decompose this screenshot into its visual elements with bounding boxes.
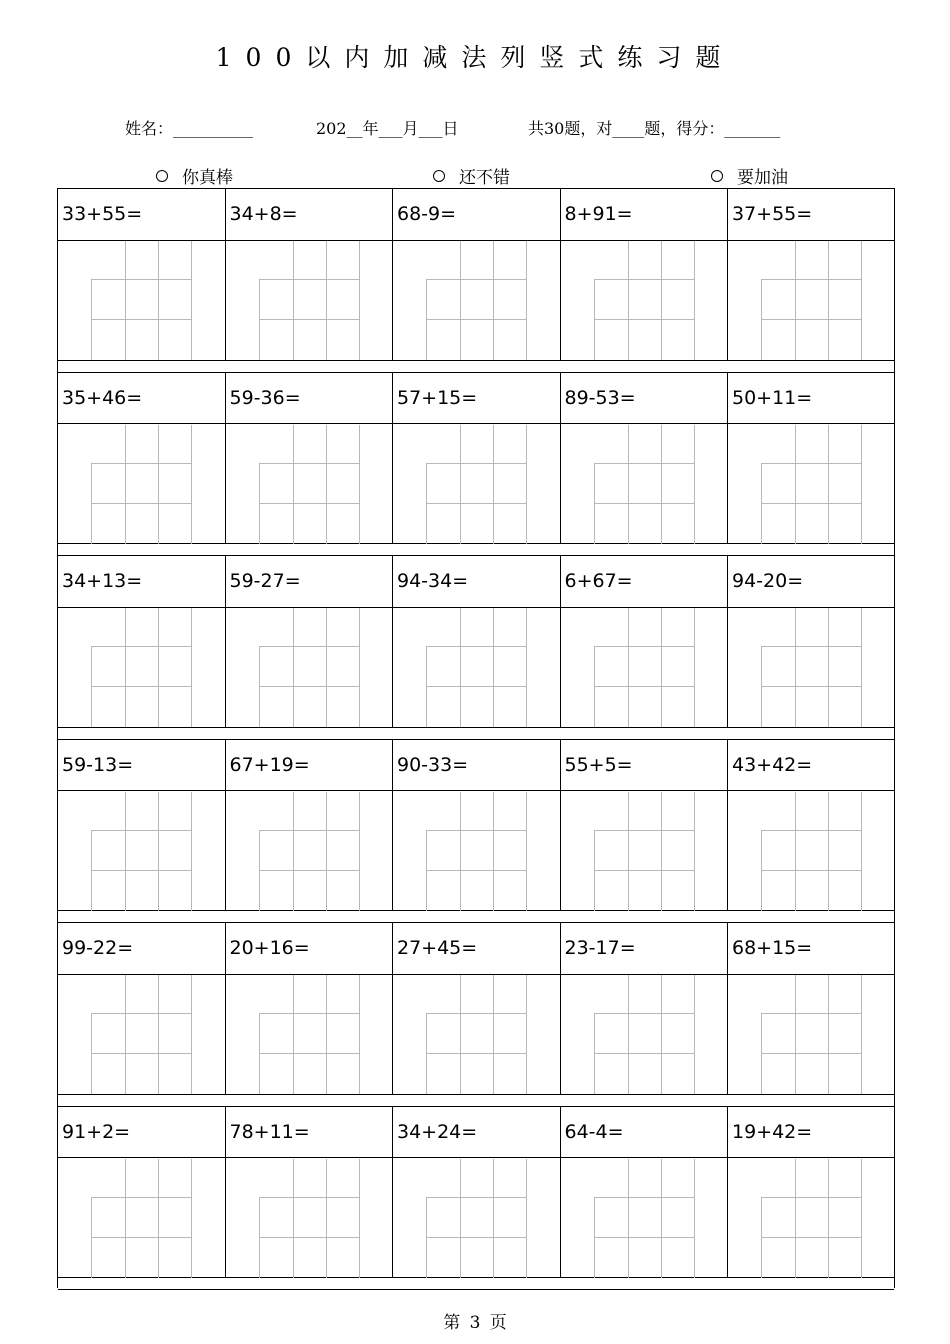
column-divider xyxy=(560,555,561,727)
calc-grid-line xyxy=(795,608,796,727)
calc-grid-line xyxy=(460,792,461,911)
row-divider xyxy=(58,922,894,923)
column-divider xyxy=(392,372,393,544)
problem-text: 68-9= xyxy=(397,203,457,225)
calc-grid-line xyxy=(326,241,327,360)
column-divider xyxy=(560,1106,561,1278)
problem-text: 34+8= xyxy=(229,203,298,225)
calc-grid-line xyxy=(426,279,526,280)
calc-grid-line xyxy=(526,975,527,1094)
rating-label: 还不错 xyxy=(459,168,510,188)
calc-grid-line xyxy=(158,975,159,1094)
calc-grid-line xyxy=(426,870,526,871)
calc-grid-line xyxy=(628,792,629,911)
row-divider xyxy=(58,423,894,424)
column-divider xyxy=(727,555,728,727)
column-divider xyxy=(225,372,226,544)
calc-grid-line xyxy=(795,792,796,911)
page-title: 100以内加减法列竖式练习题 xyxy=(215,43,735,72)
calc-grid-line xyxy=(326,792,327,911)
calc-grid-line xyxy=(293,792,294,911)
calc-grid-line xyxy=(594,1197,694,1198)
row-divider xyxy=(58,1106,894,1107)
calc-grid-line xyxy=(359,241,360,360)
calc-grid-line xyxy=(293,1159,294,1278)
calc-grid-line xyxy=(426,686,526,687)
calc-grid-line xyxy=(191,608,192,727)
problem-text: 37+55= xyxy=(732,203,813,225)
calc-grid-line xyxy=(526,792,527,911)
problem-text: 59-27= xyxy=(229,570,301,592)
calc-grid-line xyxy=(761,1013,861,1014)
calc-grid-line xyxy=(359,1159,360,1278)
calc-grid-line xyxy=(426,1053,526,1054)
problem-text: 27+45= xyxy=(397,937,478,959)
problem-text: 50+11= xyxy=(732,386,813,409)
calc-grid-line xyxy=(460,608,461,727)
calc-grid-line xyxy=(460,241,461,360)
calc-grid-line xyxy=(259,279,359,280)
calc-grid-line xyxy=(594,646,694,647)
calc-grid-line xyxy=(158,608,159,727)
calc-grid-line xyxy=(761,319,861,320)
calc-grid-line xyxy=(293,608,294,727)
calc-grid-line xyxy=(828,792,829,911)
problem-text: 34+24= xyxy=(397,1120,478,1143)
column-divider xyxy=(560,739,561,911)
calc-grid-line xyxy=(594,686,694,687)
problem-text: 19+42= xyxy=(732,1120,813,1143)
calc-grid-line xyxy=(426,1237,526,1238)
score-summary: 共30题，对____题，得分：_______ xyxy=(528,119,781,138)
calc-grid-line xyxy=(795,975,796,1094)
row-divider xyxy=(58,372,894,373)
calc-grid-line xyxy=(91,1053,191,1054)
calc-grid-line xyxy=(125,608,126,727)
calc-grid-line xyxy=(426,1197,526,1198)
calc-grid-line xyxy=(761,830,861,831)
calc-grid-line xyxy=(259,830,359,831)
calc-grid-line xyxy=(426,463,526,464)
column-divider xyxy=(392,188,393,360)
calc-grid-line xyxy=(761,1053,861,1054)
calc-grid-line xyxy=(91,686,191,687)
calc-grid-line xyxy=(493,1159,494,1278)
calc-grid-line xyxy=(293,241,294,360)
column-divider xyxy=(560,188,561,360)
calc-grid-line xyxy=(326,425,327,544)
calc-grid-line xyxy=(861,425,862,544)
calc-grid-line xyxy=(795,425,796,544)
calc-grid-line xyxy=(694,425,695,544)
calc-grid-line xyxy=(828,425,829,544)
calc-grid-line xyxy=(694,792,695,911)
calc-grid-line xyxy=(460,1159,461,1278)
calc-grid-line xyxy=(91,279,191,280)
calc-grid-line xyxy=(426,503,526,504)
calc-grid-line xyxy=(594,503,694,504)
calc-grid-line xyxy=(661,792,662,911)
calc-grid-line xyxy=(694,1159,695,1278)
calc-grid-line xyxy=(326,1159,327,1278)
name-field: 姓名：__________ xyxy=(125,119,254,138)
problem-text: 35+46= xyxy=(62,386,143,409)
calc-grid-line xyxy=(628,241,629,360)
circle-icon xyxy=(711,170,723,182)
calc-grid-line xyxy=(594,1237,694,1238)
column-divider xyxy=(225,1106,226,1278)
calc-grid-line xyxy=(426,830,526,831)
calc-grid-line xyxy=(125,1159,126,1278)
problem-text: 43+42= xyxy=(732,753,813,776)
row-divider xyxy=(58,607,894,608)
calc-grid-line xyxy=(594,830,694,831)
calc-grid-line xyxy=(259,1013,359,1014)
calc-grid-line xyxy=(293,425,294,544)
problem-grid xyxy=(57,188,895,1288)
calc-grid-line xyxy=(259,870,359,871)
rating-label: 你真棒 xyxy=(182,168,233,188)
calc-grid-line xyxy=(259,1053,359,1054)
row-divider xyxy=(58,790,894,791)
calc-grid-line xyxy=(191,425,192,544)
column-divider xyxy=(392,555,393,727)
column-divider xyxy=(392,739,393,911)
calc-grid-line xyxy=(91,646,191,647)
calc-grid-line xyxy=(661,241,662,360)
calc-grid-line xyxy=(661,425,662,544)
problem-text: 34+13= xyxy=(62,570,143,592)
calc-grid-line xyxy=(526,1159,527,1278)
rating-option xyxy=(711,163,788,188)
problem-text: 33+55= xyxy=(62,203,143,225)
calc-grid-line xyxy=(191,792,192,911)
problem-text: 6+67= xyxy=(564,570,633,592)
calc-grid-line xyxy=(861,1159,862,1278)
calc-grid-line xyxy=(293,975,294,1094)
calc-grid-line xyxy=(493,425,494,544)
problem-text: 57+15= xyxy=(397,386,478,409)
calc-grid-line xyxy=(828,241,829,360)
calc-grid-line xyxy=(91,1197,191,1198)
calc-grid-line xyxy=(91,1013,191,1014)
calc-grid-line xyxy=(594,463,694,464)
calc-grid-line xyxy=(158,1159,159,1278)
calc-grid-line xyxy=(191,975,192,1094)
date-field: 202__年___月___日 xyxy=(316,119,459,138)
row-divider xyxy=(58,974,894,975)
problem-text: 55+5= xyxy=(564,753,633,776)
problem-text: 20+16= xyxy=(229,937,310,959)
calc-grid-line xyxy=(828,608,829,727)
calc-grid-line xyxy=(628,425,629,544)
rating-label: 要加油 xyxy=(737,168,788,188)
calc-grid-line xyxy=(795,1159,796,1278)
problem-text: 67+19= xyxy=(229,753,310,776)
problem-text: 89-53= xyxy=(564,386,636,409)
calc-grid-line xyxy=(460,975,461,1094)
calc-grid-line xyxy=(326,608,327,727)
column-divider xyxy=(727,922,728,1094)
calc-grid-line xyxy=(795,241,796,360)
page-number: 第 3 页 xyxy=(443,1313,507,1333)
calc-grid-line xyxy=(628,975,629,1094)
calc-grid-line xyxy=(359,975,360,1094)
row-divider xyxy=(58,1157,894,1158)
row-divider xyxy=(58,1277,894,1278)
calc-grid-line xyxy=(761,686,861,687)
column-divider xyxy=(392,922,393,1094)
row-divider xyxy=(58,555,894,556)
calc-grid-line xyxy=(426,319,526,320)
problem-text: 8+91= xyxy=(564,203,633,225)
calc-grid-line xyxy=(861,792,862,911)
column-divider xyxy=(727,188,728,360)
problem-text: 64-4= xyxy=(564,1120,624,1143)
calc-grid-line xyxy=(526,608,527,727)
calc-grid-line xyxy=(861,241,862,360)
calc-grid-line xyxy=(359,608,360,727)
calc-grid-line xyxy=(628,608,629,727)
calc-grid-line xyxy=(125,241,126,360)
calc-grid-line xyxy=(460,425,461,544)
row-divider xyxy=(58,739,894,740)
calc-grid-line xyxy=(125,975,126,1094)
row-divider xyxy=(58,360,894,361)
calc-grid-line xyxy=(426,1013,526,1014)
calc-grid-line xyxy=(158,241,159,360)
calc-grid-line xyxy=(259,1237,359,1238)
problem-text: 94-34= xyxy=(397,570,469,592)
calc-grid-line xyxy=(861,608,862,727)
rating-option xyxy=(433,163,510,188)
column-divider xyxy=(225,555,226,727)
calc-grid-line xyxy=(761,463,861,464)
calc-grid-line xyxy=(191,241,192,360)
calc-grid-line xyxy=(694,975,695,1094)
calc-grid-line xyxy=(493,241,494,360)
calc-grid-line xyxy=(91,1237,191,1238)
calc-grid-line xyxy=(326,975,327,1094)
circle-icon xyxy=(156,170,168,182)
row-divider xyxy=(58,727,894,728)
calc-grid-line xyxy=(594,319,694,320)
row-divider xyxy=(58,910,894,911)
problem-text: 23-17= xyxy=(564,937,636,959)
calc-grid-line xyxy=(91,830,191,831)
calc-grid-line xyxy=(526,241,527,360)
column-divider xyxy=(225,739,226,911)
calc-grid-line xyxy=(259,463,359,464)
calc-grid-line xyxy=(259,686,359,687)
calc-grid-line xyxy=(158,425,159,544)
calc-grid-line xyxy=(594,870,694,871)
calc-grid-line xyxy=(628,1159,629,1278)
problem-text: 59-36= xyxy=(229,386,301,409)
calc-grid-line xyxy=(426,646,526,647)
calc-grid-line xyxy=(694,608,695,727)
rating-option xyxy=(156,163,233,188)
calc-grid-line xyxy=(594,1013,694,1014)
calc-grid-line xyxy=(359,425,360,544)
calc-grid-line xyxy=(828,1159,829,1278)
calc-grid-line xyxy=(359,792,360,911)
calc-grid-line xyxy=(761,646,861,647)
calc-grid-line xyxy=(91,503,191,504)
calc-grid-line xyxy=(91,319,191,320)
grid-top-border xyxy=(58,188,894,189)
column-divider xyxy=(727,739,728,911)
calc-grid-line xyxy=(125,425,126,544)
calc-grid-line xyxy=(125,792,126,911)
column-divider xyxy=(392,1106,393,1278)
calc-grid-line xyxy=(594,279,694,280)
calc-grid-line xyxy=(493,975,494,1094)
calc-grid-line xyxy=(661,975,662,1094)
calc-grid-line xyxy=(761,870,861,871)
row-divider xyxy=(58,543,894,544)
calc-grid-line xyxy=(191,1159,192,1278)
problem-text: 90-33= xyxy=(397,753,469,776)
calc-grid-line xyxy=(694,241,695,360)
calc-grid-line xyxy=(493,792,494,911)
row-divider xyxy=(58,1289,894,1290)
problem-text: 94-20= xyxy=(732,570,804,592)
problem-text: 59-13= xyxy=(62,753,134,776)
column-divider xyxy=(560,372,561,544)
calc-grid-line xyxy=(259,1197,359,1198)
column-divider xyxy=(727,1106,728,1278)
calc-grid-line xyxy=(661,1159,662,1278)
problem-text: 99-22= xyxy=(62,937,134,959)
calc-grid-line xyxy=(526,425,527,544)
column-divider xyxy=(560,922,561,1094)
column-divider xyxy=(727,372,728,544)
calc-grid-line xyxy=(761,1197,861,1198)
calc-grid-line xyxy=(493,608,494,727)
calc-grid-line xyxy=(259,503,359,504)
row-divider xyxy=(58,1094,894,1095)
calc-grid-line xyxy=(158,792,159,911)
column-divider xyxy=(225,922,226,1094)
calc-grid-line xyxy=(761,1237,861,1238)
column-divider xyxy=(225,188,226,360)
calc-grid-line xyxy=(828,975,829,1094)
calc-grid-line xyxy=(91,463,191,464)
calc-grid-line xyxy=(761,279,861,280)
problem-text: 78+11= xyxy=(229,1120,310,1143)
calc-grid-line xyxy=(861,975,862,1094)
row-divider xyxy=(58,240,894,241)
calc-grid-line xyxy=(259,646,359,647)
circle-icon xyxy=(433,170,445,182)
calc-grid-line xyxy=(594,1053,694,1054)
calc-grid-line xyxy=(259,319,359,320)
calc-grid-line xyxy=(91,870,191,871)
calc-grid-line xyxy=(761,503,861,504)
calc-grid-line xyxy=(661,608,662,727)
problem-text: 68+15= xyxy=(732,937,813,959)
problem-text: 91+2= xyxy=(62,1120,131,1143)
